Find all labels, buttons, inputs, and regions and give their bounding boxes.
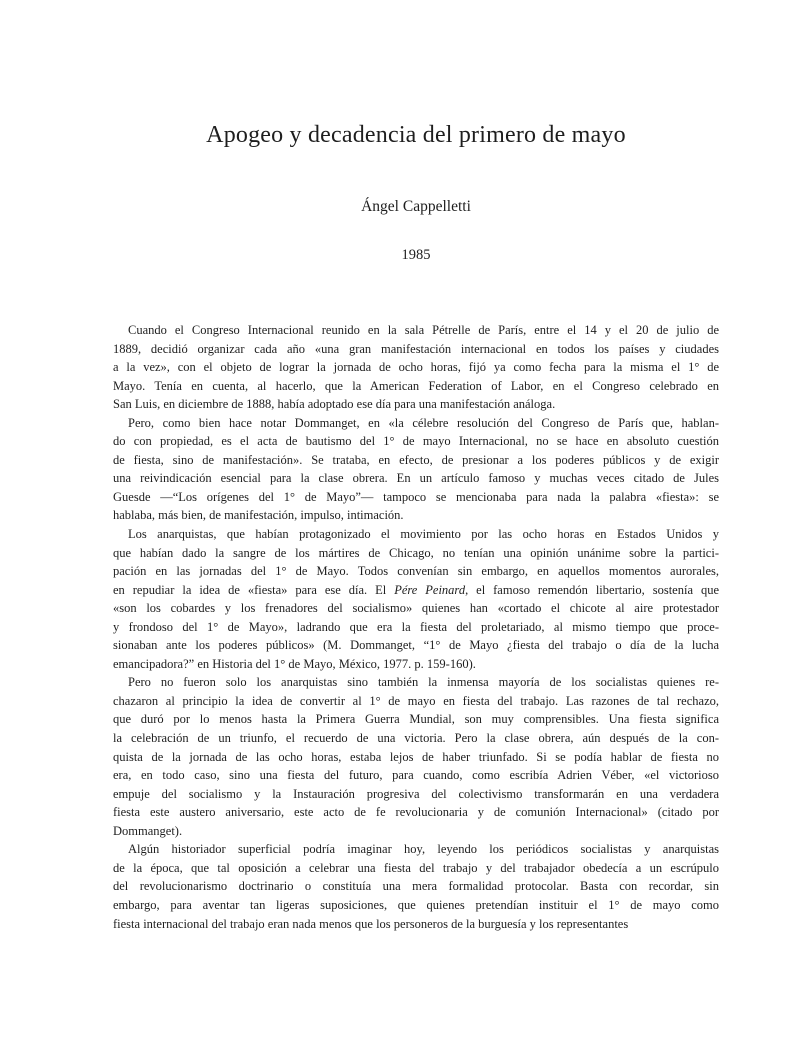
text-line: do con propiedad, es el acta de bautismo del 1° de mayo Internacional, no se hace en absoluto cuestión (113, 434, 719, 449)
text-line: de fiesta, sino de manifestación». Se trataba, en efecto, de presionar a los poderes públicos y de exigir (113, 452, 719, 467)
text-line: Pero no fueron solo los anarquistas sino también la inmensa mayoría de los socialistas quienes re- (128, 675, 719, 690)
text-line: en repudiar la idea de «fiesta» para ese día. El Pére Peinard, el famoso remendón libertario, sostenía que (113, 582, 719, 597)
text-line: la celebración de un triunfo, el recuerdo de una victoria. Pero la clase obrera, aún después de la con- (113, 731, 719, 746)
text-line: era, en todo caso, sino una fiesta del futuro, para cuando, como escribía Adrien Véber, «el victorioso (113, 768, 719, 783)
text-line: San Luis, en diciembre de 1888, había adoptado ese día para una manifestación análoga. (113, 397, 556, 412)
text-line: Mayo. Tenía en cuenta, al hacerlo, que la American Federation of Labor, en el Congreso celebrado en (113, 378, 719, 393)
text-line: pación en las jornadas del 1° de Mayo. Todos convenían sin embargo, en aquellos momentos aurorales, (113, 564, 719, 579)
text-line: Pero, como bien hace notar Dommanget, en «la célebre resolución del Congreso de París que, hablan- (128, 415, 719, 430)
text-line: Guesde —“Los orígenes del 1° de Mayo”— tampoco se mencionaba para nada la palabra «fiesta»: se (113, 489, 719, 504)
paragraph (113, 525, 719, 673)
text-line: empuje del socialismo y la Instauración progresiva del colectivismo transformarán en una verdadera (113, 786, 719, 801)
text-line: que habían dado la sangre de los mártires de Chicago, no tenían una opinión unánime sobre la partici- (113, 545, 719, 560)
text-line: hablaba, más bien, de manifestación, impulso, intimación. (113, 508, 404, 523)
text-line: a la vez», con el objeto de lograr la jornada de ocho horas, fijó ya como fecha para la misma el 1° de (113, 360, 719, 375)
text-line: emancipadora?” en Historia del 1° de Mayo, México, 1977. p. 159-160). (113, 656, 476, 671)
text-line: Cuando el Congreso Internacional reunido en la sala Pétrelle de París, entre el 14 y el 20 de julio de (128, 323, 719, 337)
text-line: 1889, decidió organizar cada año «una gran manifestación internacional en todos los países y ciudades (113, 341, 719, 356)
text-line: y frondoso del 1° de Mayo», ladrando que era la fiesta del proletariado, al mismo tiempo que proce- (113, 619, 719, 634)
paragraph (113, 840, 719, 933)
text-line: embargo, para aventar tan ligeras suposiciones, que quienes pretendían instituir el 1° de mayo como (113, 897, 719, 912)
text-line: de la época, que tal oposición a celebrar una fiesta del trabajo y del trabajador obedecía a un escrúpulo (113, 860, 719, 875)
paragraph (113, 321, 719, 414)
text-line: del revolucionarismo doctrinario o constituía una mera formalidad protocolar. Basta con recordar, sin (113, 879, 719, 894)
text-line: quista de la jornada de las ocho horas, estaba lejos de haber triunfado. Si se podía hablar de fiesta no (113, 749, 719, 764)
paragraph (113, 414, 719, 525)
publication-year: 1985 (401, 247, 431, 263)
paragraph (113, 673, 719, 840)
text-line: que duró por lo menos hasta la Primera Guerra Mundial, son muy comprensibles. Una fiesta significa (113, 712, 719, 727)
text-line: «son los cobardes y los frenadores del socialismo» quienes han «cortado el chicote al aire protestador (113, 601, 719, 616)
text-line: Los anarquistas, que habían protagonizado el movimiento por las ocho horas en Estados Unidos y (128, 527, 719, 542)
document-body (113, 321, 719, 933)
text-line: chazaron al principio la idea de convertir al 1° de mayo en fiesta del trabajo. Las razones de tal rechazo, (113, 693, 719, 708)
text-line: una reivindicación esencial para la clase obrera. En un artículo famoso y muchas veces citado de Jules (113, 471, 719, 486)
text-line: fiesta internacional del trabajo eran nada menos que los personeros de la burguesía y los representantes (113, 916, 629, 931)
text-line: Dommanget). (113, 823, 183, 838)
text-line: sionaban ante los poderes públicos» (M. Dommanget, “1° de Mayo ¿fiesta del trabajo o día de la lucha (113, 638, 719, 653)
text-line: fiesta este austero aniversario, este acto de fe revolucionaria y de comunión Internacional» (citado por (113, 805, 719, 820)
author-name: Ángel Cappelletti (361, 198, 471, 215)
text-line: Algún historiador superficial podría imaginar hoy, leyendo los periódicos socialistas y anarquistas (128, 842, 719, 857)
front-matter (113, 0, 719, 300)
document-title: Apogeo y decadencia del primero de mayo (206, 122, 626, 148)
